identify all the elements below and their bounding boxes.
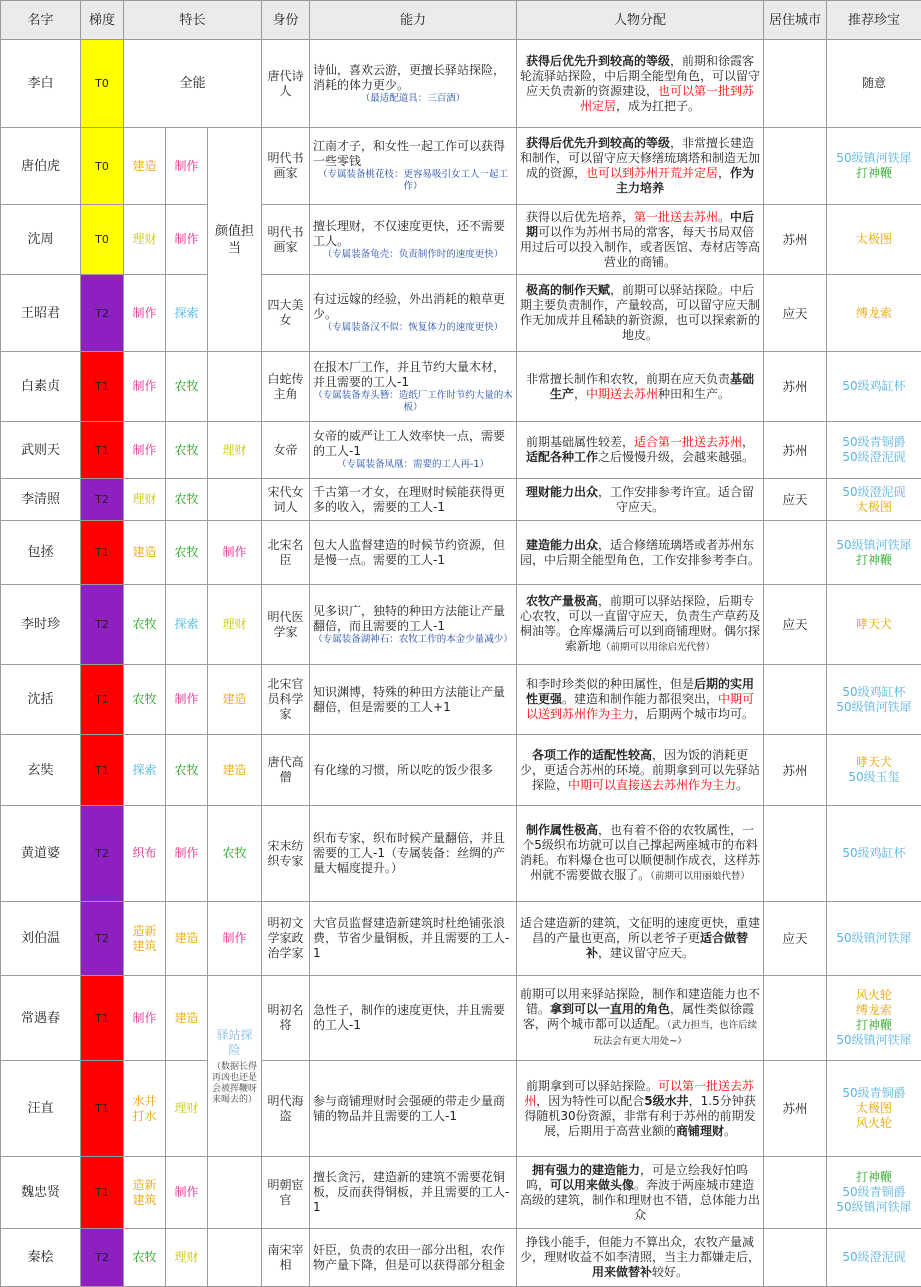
table-row: [1, 521, 921, 585]
hero-status: 唐代诗人: [262, 40, 310, 128]
specialty-2: 制作: [166, 205, 208, 275]
hero-treasure: 打神鞭 50级青铜爵 50级镇河铁犀: [827, 1157, 921, 1229]
hero-city: 苏州: [764, 352, 827, 422]
grade-badge: T2: [81, 1229, 124, 1287]
hero-ability: 诗仙，喜欢云游，更擅长驿站探险，消耗的体力更少。 （最适配道具：三百酒）: [310, 40, 517, 128]
hero-status: 宋末纺织专家: [262, 806, 310, 902]
table-row: [1, 902, 921, 976]
hero-ability: 在报木厂工作，并且节约大量木材，并且需要的工人-1 （专属装备寿头簪：造纸厂工作时节约大量的木板）: [310, 352, 517, 422]
specialty-3: [208, 1229, 262, 1287]
specialty-2: 农牧: [166, 735, 208, 806]
hero-allocation: 农牧产量极高，前期可以驿站探险，后期专心农牧，可以一直留守应天，负责生产草药及桐油等。仓库爆满后可以到商铺理财。偶尔探索新地（前期可以用徐启光代替）: [517, 585, 764, 665]
hero-ability: 包大人监督建造的时候节约资源，但是慢一点。需要的工人-1: [310, 521, 517, 585]
table-row: [1, 422, 921, 479]
hero-allocation: 各项工作的适配性较高，因为饭的消耗更少，更适合苏州的环境。前期拿到可以先驿站探险，中期可以直接送去苏州作为主力。: [517, 735, 764, 806]
hero-ability: 江南才子，和女性一起工作可以获得一些零钱 （专属装备桃花枝：更容易吸引女工人一起工作）: [310, 128, 517, 205]
hero-status: 北宋名臣: [262, 521, 310, 585]
hero-ability: 急性子，制作的速度更快，并且需要的工人-1: [310, 976, 517, 1061]
hero-status: 北宋官员科学家: [262, 665, 310, 735]
specialty-3: [208, 479, 262, 521]
hero-allocation: 前期可以用来驿站探险，制作和建造能力也不错。拿到可以一直用的角色，属性类似徐霞客，两个城市都可以适配。（武力担当，也许后续玩法会有更大用处~）: [517, 976, 764, 1061]
hero-treasure: 50级镇河铁犀 打神鞭: [827, 128, 921, 205]
specialty-2: 制作: [166, 806, 208, 902]
header-specialty: 特长: [124, 1, 262, 40]
specialty-3: 理财: [208, 422, 262, 479]
specialty-1: 理财: [124, 479, 166, 521]
specialty-2: 农牧: [166, 479, 208, 521]
hero-ability: 奸臣，负责的农田一部分出租，农作物产量下降，但是可以获得部分租金: [310, 1229, 517, 1287]
hero-allocation: 极高的制作天赋，前期可以驿站探险。中后期主要负责制作，产量较高，可以留守应天制作无加成并且稀缺的新资源，也可以探索新的地皮。: [517, 275, 764, 352]
grade-badge: T1: [81, 976, 124, 1061]
header-allocation: 人物分配: [517, 1, 764, 40]
hero-city: [764, 128, 827, 205]
hero-city: [764, 665, 827, 735]
hero-allocation: 适合建造新的建筑，文征明的速度更快，重建昌的产量也更高，所以老爷子更适合做替补，建议留守应天。: [517, 902, 764, 976]
table-row: [1, 976, 921, 1061]
grade-badge: T2: [81, 902, 124, 976]
hero-allocation: 获得后优先升到较高的等级，前期和徐霞客轮流驿站探险，中后期全能型角色，可以留守应天负责新的资源建设，也可以第一批到苏州定居，成为扛把子。: [517, 40, 764, 128]
hero-status: 明初文学家政治学家: [262, 902, 310, 976]
specialty-2: 农牧: [166, 352, 208, 422]
specialty-2: 制作: [166, 1157, 208, 1229]
specialty-3: 制作: [208, 902, 262, 976]
hero-city: 应天: [764, 902, 827, 976]
header-grade: 梯度: [81, 1, 124, 40]
specialty-1: 造新建筑: [124, 1157, 166, 1229]
grade-badge: T1: [81, 735, 124, 806]
hero-treasure: 缚龙索: [827, 275, 921, 352]
hero-name: 白素贞: [1, 352, 81, 422]
hero-name: 秦桧: [1, 1229, 81, 1287]
hero-treasure: 50级青铜爵 50级澄泥砚: [827, 422, 921, 479]
specialty-3: 建造: [208, 735, 262, 806]
hero-allocation: 理财能力出众，工作安排参考许宣。适合留守应天。: [517, 479, 764, 521]
hero-ability: 有化缘的习惯，所以吃的饭少很多: [310, 735, 517, 806]
hero-city: 苏州: [764, 1061, 827, 1157]
hero-treasure: 50级镇河铁犀 打神鞭: [827, 521, 921, 585]
table-row: [1, 479, 921, 521]
hero-city: 苏州: [764, 205, 827, 275]
header-city: 居住城市: [764, 1, 827, 40]
hero-allocation: 拥有强力的建造能力，可是立绘我好怕呜呜，可以用来做头像。奔波于两座城市建造高级的建筑，制作和理财也不错，总体能力出众: [517, 1157, 764, 1229]
specialty-1: 造新建筑: [124, 902, 166, 976]
hero-status: 明朝宦官: [262, 1157, 310, 1229]
specialty-2: 建造: [166, 976, 208, 1061]
hero-treasure: 50级镇河铁犀: [827, 902, 921, 976]
specialty-3: 理财: [208, 585, 262, 665]
hero-ability: 参与商铺理财时会强硬的带走少量商铺的物品并且需要的工人-1: [310, 1061, 517, 1157]
specialty-1: 农牧: [124, 665, 166, 735]
specialty-2: 理财: [166, 1061, 208, 1157]
hero-ability: 千古第一才女，在理财时候能获得更多的收入，需要的工人-1: [310, 479, 517, 521]
grade-badge: T1: [81, 665, 124, 735]
hero-city: 应天: [764, 275, 827, 352]
hero-city: 应天: [764, 479, 827, 521]
specialty-1: 农牧: [124, 585, 166, 665]
hero-treasure: 50级鸡缸杯 50级镇河铁犀: [827, 665, 921, 735]
hero-name: 魏忠贤: [1, 1157, 81, 1229]
hero-status: 南宋宰相: [262, 1229, 310, 1287]
hero-allocation: 和李时珍类似的种田属性，但是后期的实用性更强。建造和制作能力都很突出，中期可以送到苏州作为主力，后期两个城市均可。: [517, 665, 764, 735]
grade-badge: T1: [81, 352, 124, 422]
hero-ability: 见多识广，独特的种田方法能让产量翻倍，而且需要的工人-1 （专属装备湖神石：农牧工作的本金少量减少）: [310, 585, 517, 665]
specialty-1: 制作: [124, 976, 166, 1061]
hero-name: 汪直: [1, 1061, 81, 1157]
hero-treasure: 哮天犬: [827, 585, 921, 665]
hero-ability: 有过远嫁的经验，外出消耗的粮草更少。 （专属装备汉不似：恢复体力的速度更快）: [310, 275, 517, 352]
hero-ability: 大官员监督建造新建筑时杜绝铺张浪费，节省少量铜板，并且需要的工人-1: [310, 902, 517, 976]
table-row: [1, 735, 921, 806]
specialty-3: [208, 1157, 262, 1229]
grade-badge: T2: [81, 806, 124, 902]
specialty-3: [208, 352, 262, 422]
hero-city: 应天: [764, 585, 827, 665]
hero-city: [764, 521, 827, 585]
specialty-1: 水井打水: [124, 1061, 166, 1157]
specialty-2: 探索: [166, 585, 208, 665]
hero-allocation: 挣钱小能手，但能力不算出众，农牧产量减少，理财收益不如李清照，当主力都嫌走后，用来做替补较好。: [517, 1229, 764, 1287]
hero-treasure: 太极图: [827, 205, 921, 275]
hero-treasure: 50级鸡缸杯: [827, 352, 921, 422]
hero-name: 李白: [1, 40, 81, 128]
hero-status: 白蛇传主角: [262, 352, 310, 422]
hero-name: 武则天: [1, 422, 81, 479]
specialty-2: 制作: [166, 128, 208, 205]
hero-status: 明初名将: [262, 976, 310, 1061]
specialty-3: 建造: [208, 665, 262, 735]
hero-city: 苏州: [764, 735, 827, 806]
specialty-2: 探索: [166, 275, 208, 352]
hero-name: 沈括: [1, 665, 81, 735]
hero-ability: 擅长理财，不仅速度更快，还不需要工人。 （专属装备龟壳：负责制作时的速度更快）: [310, 205, 517, 275]
specialty-1: 探索: [124, 735, 166, 806]
table-row: [1, 205, 921, 275]
table-row: [1, 275, 921, 352]
hero-city: [764, 1157, 827, 1229]
grade-badge: T1: [81, 521, 124, 585]
hero-allocation: 获得以后优先培养，第一批送去苏州。中后期可以作为苏州书局的常客，每天书局双倍用过后可以投入制作，或者医馆、寿材店等高营业的商铺。: [517, 205, 764, 275]
specialty-1: 农牧: [124, 1229, 166, 1287]
hero-name: 刘伯温: [1, 902, 81, 976]
grade-badge: T1: [81, 422, 124, 479]
hero-status: 明代书画家: [262, 128, 310, 205]
hero-treasure: 50级澄泥砚 太极图: [827, 479, 921, 521]
hero-treasure: 哮天犬 50级玉玺: [827, 735, 921, 806]
table-row: [1, 585, 921, 665]
hero-status: 明代书画家: [262, 205, 310, 275]
hero-status: 唐代高僧: [262, 735, 310, 806]
hero-allocation: 制作属性极高，也有着不俗的农牧属性，一个5级织布坊就可以自己撑起两座城市的布料消耗。布料爆仓也可以顺便制作成衣，这样苏州就不需要做衣服了。（前期可以用丽娘代替）: [517, 806, 764, 902]
hero-city: 苏州: [764, 422, 827, 479]
specialty-1: 织布: [124, 806, 166, 902]
specialty-2: 农牧: [166, 422, 208, 479]
hero-name: 唐伯虎: [1, 128, 81, 205]
grade-badge: T2: [81, 479, 124, 521]
header-treasure: 推荐珍宝: [827, 1, 921, 40]
hero-treasure: 50级鸡缸杯: [827, 806, 921, 902]
specialty-1: 理财: [124, 205, 166, 275]
specialty-2: 建造: [166, 902, 208, 976]
specialty-2: 理财: [166, 1229, 208, 1287]
hero-name: 包拯: [1, 521, 81, 585]
hero-allocation: 获得后优先升到较高的等级，非常擅长建造和制作，可以留守应天修缮琉璃塔和制造无加成的资源，也可以到苏州开荒并定居，作为主力培养: [517, 128, 764, 205]
grade-badge: T1: [81, 1061, 124, 1157]
table-row: [1, 40, 921, 128]
hero-name: 黄道婆: [1, 806, 81, 902]
specialty-station: 驿站探险 （数据长得再凶也还是会被挥鞭呀来喝去的）: [208, 976, 262, 1157]
hero-status: 女帝: [262, 422, 310, 479]
grade-badge: T0: [81, 40, 124, 128]
specialty-1: 制作: [124, 422, 166, 479]
hero-status: 明代医学家: [262, 585, 310, 665]
hero-status: 宋代女词人: [262, 479, 310, 521]
specialty-3: 农牧: [208, 806, 262, 902]
hero-treasure: 风火轮 缚龙索 打神鞭 50级镇河铁犀: [827, 976, 921, 1061]
header-name: 名字: [1, 1, 81, 40]
grade-badge: T0: [81, 128, 124, 205]
hero-ability: 女帝的威严让工人效率快一点，需要的工人-1 （专属装备凤凰：需要的工人再-1）: [310, 422, 517, 479]
hero-treasure: 50级青铜爵 太极图 风火轮: [827, 1061, 921, 1157]
hero-city: [764, 1229, 827, 1287]
hero-treasure: 随意: [827, 40, 921, 128]
hero-allocation: 非常擅长制作和农牧，前期在应天负责基础生产，中期送去苏州种田和生产。: [517, 352, 764, 422]
specialty-looks: 颜值担当: [208, 128, 262, 352]
hero-name: 沈周: [1, 205, 81, 275]
hero-allocation: 前期基础属性较差，适合第一批送去苏州，适配各种工作之后慢慢升级，会越来越强。: [517, 422, 764, 479]
hero-city: [764, 806, 827, 902]
specialty-2: 农牧: [166, 521, 208, 585]
hero-name: 王昭君: [1, 275, 81, 352]
hero-ability: 织布专家，织布时候产量翻倍，并且需要的工人-1（专属装备：丝绸的产量大幅度提升。）: [310, 806, 517, 902]
table-row: [1, 1157, 921, 1229]
hero-city: [764, 976, 827, 1061]
hero-name: 常遇春: [1, 976, 81, 1061]
specialty-1: 制作: [124, 352, 166, 422]
hero-status: 明代海盗: [262, 1061, 310, 1157]
specialty-1: 制作: [124, 275, 166, 352]
hero-city: [764, 40, 827, 128]
hero-name: 玄奘: [1, 735, 81, 806]
specialty-2: 制作: [166, 665, 208, 735]
header-ability: 能力: [310, 1, 517, 40]
hero-allocation: 前期拿到可以驿站探险。可以第一批送去苏州，因为特性可以配合5级水井，1.5分钟获得随机30份资源，非常有利于苏州的前期发展，后期用于高营业额的商铺理财。: [517, 1061, 764, 1157]
hero-name: 李清照: [1, 479, 81, 521]
table-row: [1, 128, 921, 205]
grade-badge: T1: [81, 1157, 124, 1229]
table-row: [1, 352, 921, 422]
grade-badge: T2: [81, 585, 124, 665]
specialty-1: 建造: [124, 521, 166, 585]
hero-status: 四大美女: [262, 275, 310, 352]
grade-badge: T2: [81, 275, 124, 352]
header-status: 身份: [262, 1, 310, 40]
table-row: [1, 806, 921, 902]
specialty-3: 制作: [208, 521, 262, 585]
header-row: [1, 1, 921, 40]
specialty-1: 建造: [124, 128, 166, 205]
table-row: [1, 1229, 921, 1287]
grade-badge: T0: [81, 205, 124, 275]
hero-allocation: 建造能力出众，适合修缮琉璃塔或者苏州东园，中后期全能型角色，工作安排参考李白。: [517, 521, 764, 585]
hero-ability: 知识渊博，特殊的种田方法能让产量翻倍，但是需要的工人+1: [310, 665, 517, 735]
hero-name: 李时珍: [1, 585, 81, 665]
specialty-allround: 全能: [124, 40, 262, 128]
hero-ability: 擅长贪污，建造新的建筑不需要花铜板，反而获得铜板，并且需要的工人-1: [310, 1157, 517, 1229]
table-row: [1, 1061, 921, 1157]
table-row: [1, 665, 921, 735]
hero-treasure: 50级澄泥砚: [827, 1229, 921, 1287]
